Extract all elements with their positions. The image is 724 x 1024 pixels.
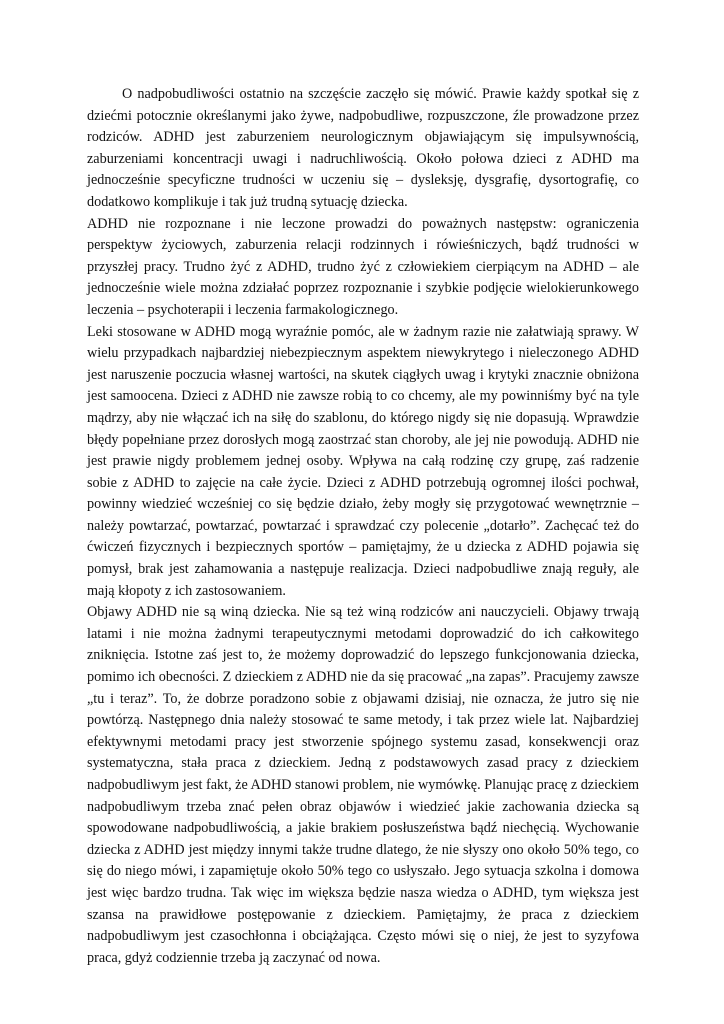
paragraph-medication: Leki stosowane w ADHD mogą wyraźnie pomóc, ale w żadnym razie nie załatwiają sprawy. W wielu przypadkach najbardziej niebezpiecznym aspektem niewykrytego i nieleczonego ADHD jest naruszenie poczucia własnej wartości, na skutek ciągłych uwag i krytyki znacznie obniżona jest samoocena. Dzieci z ADHD nie zawsze robią to co chcemy, ale my powinniśmy być na tyle mądrzy, aby nie włączać ich na siłę do szablonu, do którego nigdy się nie dopasują. Wprawdzie błędy popełniane przez dorosłych mogą zaostrzać stan choroby, ale jej nie powodują. ADHD nie jest prawie nigdy problemem jednej osoby. Wpływa na całą rodzinę czy grupę, zaś radzenie sobie z ADHD to zajęcie na całe życie. Dzieci z ADHD potrzebują ogromnej ilości pochwał, powinny wiedzieć wcześniej co się będzie działo, żeby mogły się przygotować wewnętrznie – należy powtarzać, powtarzać, powtarzać i sprawdzać czy polecenie „dotarło”. Zachęcać też do ćwiczeń fizycznych i bezpiecznych sportów – pamiętajmy, że u dziecka z ADHD pojawia się pomysł, brak jest zahamowania a następuje realizacja. Dzieci nadpobudliwe znają reguły, ale mają kłopoty z ich zastosowaniem. [87, 323, 639, 599]
paragraph-consequences: ADHD nie rozpoznane i nie leczone prowadzi do poważnych następstw: ograniczenia perspektyw życiowych, zaburzenia relacji rodzinnych i rówieśniczych, bądź trudności w przyszłej pracy. Trudno żyć z ADHD, trudno żyć z człowiekiem cierpiącym na ADHD – ale jednocześnie wiele można zdziałać poprzez rozpoznanie i szybkie podjęcie wielokierunkowego leczenia – psychoterapii i leczenia farmakologicznego. [87, 215, 639, 318]
document-page [87, 84, 639, 969]
paragraph-symptoms: Objawy ADHD nie są winą dziecka. Nie są też winą rodziców ani nauczycieli. Objawy trwają latami i nie można żadnymi terapeutycznymi metodami doprowadzić do ich całkowitego zniknięcia. Istotne zaś jest to, że możemy doprowadzić do lepszego funkcjonowania dziecka, pomimo ich obecności. Z dzieckiem z ADHD nie da się pracować „na zapas”. Pracujemy zawsze „tu i teraz”. To, że dobrze poradzono sobie z objawami dzisiaj, nie oznacza, że jutro się nie powtórzą. Następnego dnia należy stosować te same metody, i tak przez wiele lat. Najbardziej efektywnymi metodami pracy jest stworzenie spójnego systemu zasad, konsekwencji oraz systematyczna, stała praca z dzieckiem. Jedną z podstawowych zasad pracy z dzieckiem nadpobudliwym jest fakt, że ADHD stanowi problem, nie wymówkę. Planując pracę z dzieckiem nadpobudliwym trzeba znać pełen obraz objawów i wiedzieć jakie zachowania dziecka są spowodowane nadpobudliwością, a jakie brakiem posłuszeństwa bądź niechęcią. Wychowanie dziecka z ADHD jest między innymi także trudne dlatego, że nie słyszy ono około 50% tego, co się do niego mówi, i zapamiętuje około 50% tego co usłyszało. Jego sytuacja szkolna i domowa jest więc bardzo trudna. Tak więc im większa będzie nasza wiedza o ADHD, tym większa jest szansa na prawidłowe postępowanie z dzieckiem. Pamiętajmy, że praca z dzieckiem nadpobudliwym jest czasochłonna i obciążająca. Często mówi się o niej, że jest to syzyfowa praca, gdyż codziennie trzeba ją zaczynać od nowa. [87, 604, 639, 966]
paragraph-introduction: O nadpobudliwości ostatnio na szczęście zaczęło się mówić. Prawie każdy spotkał się z dziećmi potocznie określanymi jako żywe, nadpobudliwe, rozpuszczone, źle prowadzone przez rodziców. ADHD jest zaburzeniem neurologicznym objawiającym się impulsywnością, zaburzeniami koncentracji uwagi i nadruchliwością. Około połowa dzieci z ADHD ma jednocześnie specyficzne trudności w uczeniu się – dysleksję, dysgrafię, dysortografię, co dodatkowo komplikuje i tak już trudną sytuację dziecka. [87, 86, 639, 210]
